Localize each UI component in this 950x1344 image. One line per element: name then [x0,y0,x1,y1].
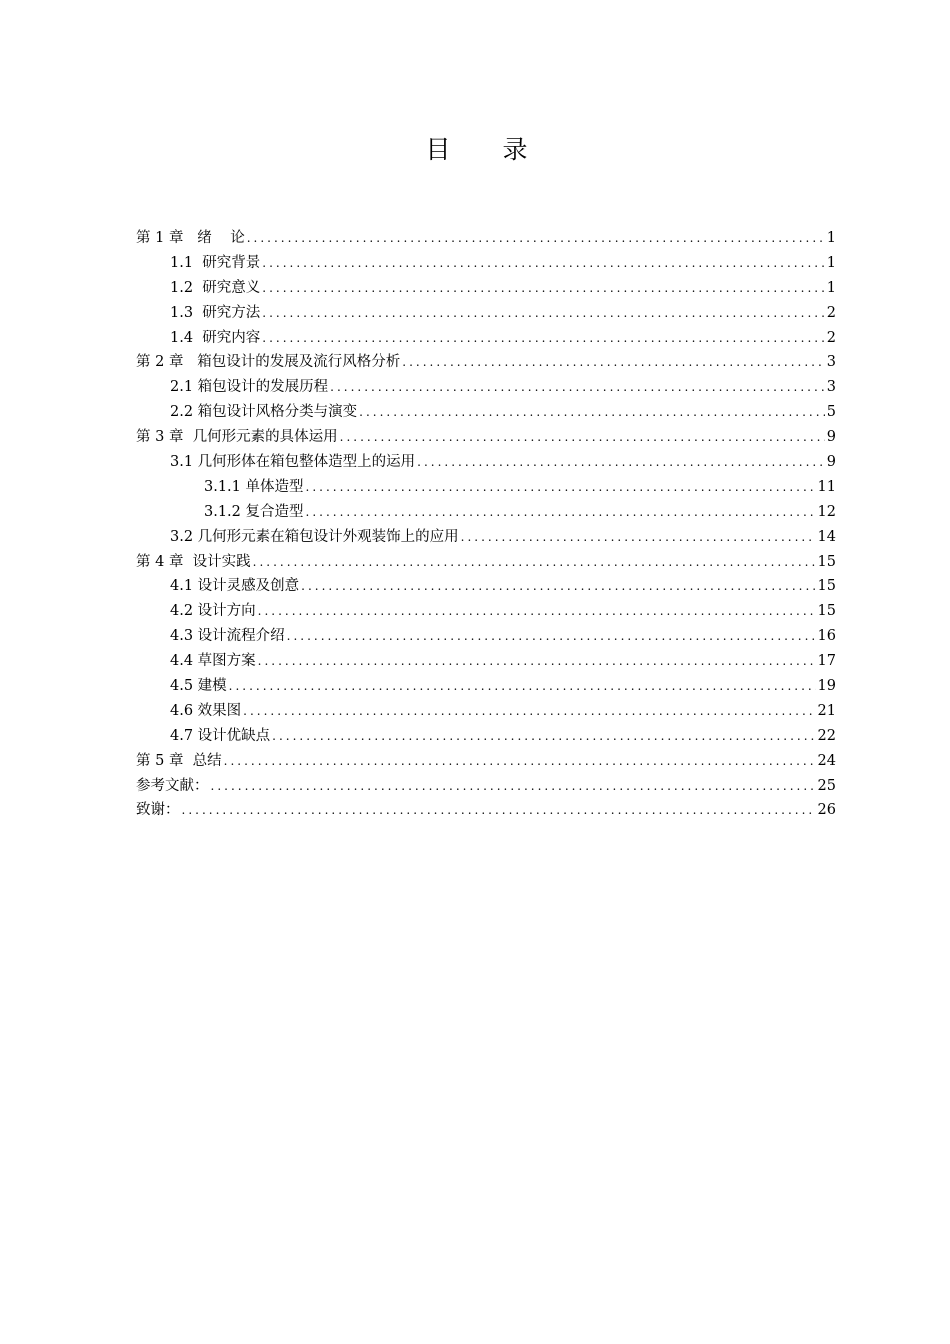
toc-entry-page-number: 17 [817,653,836,670]
toc-entry[interactable] [136,450,836,475]
toc-leader-dots [402,355,824,369]
toc-leader-dots [417,455,825,469]
toc-entry[interactable] [136,624,836,649]
toc-entry-page-number: 2 [826,304,836,321]
toc-entry[interactable] [136,226,836,251]
toc-entry-label: 4.3 设计流程介绍 [170,628,285,645]
toc-entry-label: 3.2 几何形元素在箱包设计外观装饰上的应用 [170,528,459,545]
toc-entry[interactable] [136,251,836,276]
toc-leader-dots [182,803,816,817]
toc-entry-page-number: 16 [817,628,836,645]
toc-entry[interactable] [136,699,836,724]
toc-entry[interactable] [136,774,836,799]
toc-entry-page-number: 1 [826,279,836,296]
toc-leader-dots [330,380,825,394]
table-of-contents [136,226,836,823]
toc-entry-page-number: 26 [817,802,836,819]
toc-entry[interactable] [136,350,836,375]
toc-entry-label: 第 3 章 几何形元素的具体运用 [136,429,338,446]
toc-entry-page-number: 11 [817,478,836,495]
toc-leader-dots [229,679,816,693]
toc-leader-dots [243,704,815,718]
toc-entry[interactable] [136,798,836,823]
toc-leader-dots [253,555,816,569]
toc-leader-dots [262,306,824,320]
toc-entry-label: 2.2 箱包设计风格分类与演变 [170,404,358,421]
toc-entry-page-number: 15 [817,553,836,570]
toc-entry-label: 1.1 研究背景 [170,254,261,271]
toc-leader-dots [287,629,816,643]
toc-leader-dots [211,779,816,793]
toc-leader-dots [306,505,816,519]
toc-entry[interactable] [136,525,836,550]
toc-leader-dots [306,480,816,494]
toc-entry[interactable] [136,425,836,450]
toc-entry-label: 第 2 章 箱包设计的发展及流行风格分析 [136,354,401,371]
toc-entry[interactable] [136,574,836,599]
toc-entry-page-number: 9 [826,429,836,446]
toc-entry-label: 1.2 研究意义 [170,279,261,296]
toc-entry-page-number: 21 [817,702,836,719]
toc-entry-page-number: 19 [817,678,836,695]
toc-entry-label: 4.5 建模 [170,678,227,695]
toc-entry[interactable] [136,724,836,749]
toc-leader-dots [461,530,816,544]
toc-leader-dots [258,654,816,668]
toc-entry-label: 1.3 研究方法 [170,304,261,321]
toc-leader-dots [262,331,824,345]
toc-entry-label: 第 1 章 绪 论 [136,230,245,246]
toc-entry[interactable] [136,550,836,575]
toc-leader-dots [262,281,824,295]
toc-leader-dots [272,729,815,743]
toc-entry-page-number: 14 [817,528,836,545]
toc-entry[interactable] [136,500,836,525]
toc-entry-page-number: 25 [817,777,836,794]
toc-leader-dots [247,231,825,245]
toc-entry-page-number: 3 [826,354,836,371]
toc-entry-label: 3.1.1 单体造型 [204,478,304,495]
toc-entry[interactable] [136,674,836,699]
toc-leader-dots [258,604,816,618]
toc-entry[interactable] [136,649,836,674]
toc-leader-dots [262,256,824,270]
toc-entry-label: 4.2 设计方向 [170,603,256,620]
toc-entry-page-number: 12 [817,503,836,520]
toc-leader-dots [224,754,816,768]
toc-entry-label: 4.4 草图方案 [170,653,256,670]
toc-entry-page-number: 24 [817,752,836,769]
toc-entry[interactable] [136,326,836,351]
toc-entry-label: 参考文献： [136,777,209,794]
toc-entry-page-number: 9 [826,454,836,471]
toc-entry-page-number: 1 [826,254,836,271]
toc-entry[interactable] [136,375,836,400]
toc-entry-page-number: 1 [826,230,836,246]
toc-leader-dots [340,430,825,444]
toc-entry-label: 第 4 章 设计实践 [136,553,251,570]
toc-entry-label: 致谢： [136,802,180,819]
toc-entry[interactable] [136,599,836,624]
toc-entry-label: 第 5 章 总结 [136,752,222,769]
toc-entry-label: 2.1 箱包设计的发展历程 [170,379,329,396]
toc-entry-label: 3.1.2 复合造型 [204,503,304,520]
toc-entry-label: 3.1 几何形体在箱包整体造型上的运用 [170,454,416,471]
toc-entry-page-number: 15 [817,578,836,595]
toc-entry-page-number: 2 [826,329,836,346]
toc-entry[interactable] [136,301,836,326]
toc-entry-label: 4.6 效果图 [170,702,242,719]
toc-entry-label: 4.7 设计优缺点 [170,727,271,744]
toc-entry[interactable] [136,475,836,500]
toc-entry-label: 1.4 研究内容 [170,329,261,346]
toc-entry-label: 4.1 设计灵感及创意 [170,578,300,595]
page-title: 目 录 [425,135,550,164]
toc-entry-page-number: 3 [826,379,836,396]
toc-entry-page-number: 22 [817,727,836,744]
toc-leader-dots [301,579,815,593]
toc-entry-page-number: 5 [826,404,836,421]
toc-entry-page-number: 15 [817,603,836,620]
toc-leader-dots [359,405,825,419]
toc-entry[interactable] [136,749,836,774]
toc-entry[interactable] [136,400,836,425]
toc-entry[interactable] [136,276,836,301]
